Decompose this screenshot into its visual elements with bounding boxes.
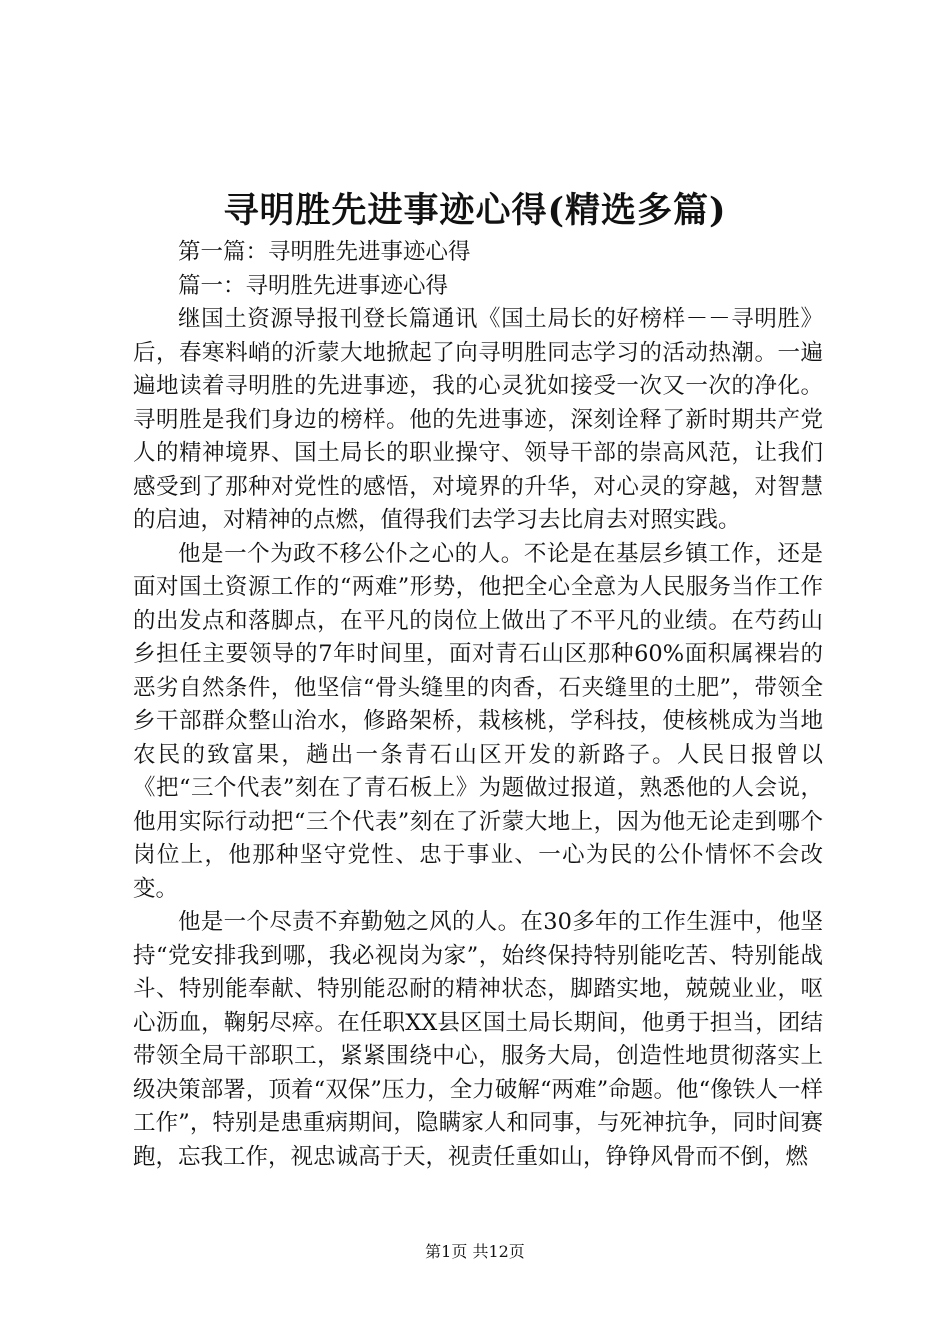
sub-heading: 篇一：寻明胜先进事迹心得	[178, 272, 449, 299]
document-body	[133, 236, 823, 1174]
section-heading: 第一篇：寻明胜先进事迹心得	[178, 239, 471, 265]
paragraph-2: 他是一个为政不移公仆之心的人。不论是在基层乡镇工作，还是面对国土资源工作的“两难”形势，他把全心全意为人民服务当作工作的出发点和落脚点，在平凡的岗位上做出了不平凡的业绩。在芍药山乡担任主要领导的7年时间里，面对青石山区那种60%面积属裸岩的恶劣自然条件，他坚信“骨头缝里的肉香，石夹缝里的土肥”，带领全乡干部群众整山治水，修路架桥，栽核桃，学科技，使核桃成为当地农民的致富果，趟出一条青石山区开发的新路子。人民日报曾以《把“三个代表”刻在了青石板上》为题做过报道，熟悉他的人会说，他用实际行动把“三个代表”刻在了沂蒙大地上，因为他无论走到哪个岗位上，他那种坚守党性、忠于事业、一心为民的公仆情怀不会改变。	[133, 540, 823, 902]
page-footer: 第1页 共12页	[425, 1242, 525, 1261]
document-title: 寻明胜先进事迹心得(精选多篇)	[223, 190, 727, 231]
paragraph-3: 他是一个尽责不弃勤勉之风的人。在30多年的工作生涯中，他坚持“党安排我到哪，我必视岗为家”，始终保持特别能吃苦、特别能战斗、特别能奉献、特别能忍耐的精神状态，脚踏实地，兢兢业业，呕心沥血，鞠躬尽瘁。在任职XX县区国土局长期间，他勇于担当，团结带领全局干部职工，紧紧围绕中心，服务大局，创造性地贯彻落实上级决策部署，顶着“双保”压力，全力破解“两难”命题。他“像铁人一样工作”，特别是患重病期间，隐瞒家人和同事，与死神抗争，同时间赛跑，忘我工作，视忠诚高于天，视责任重如山，铮铮风骨而不倒，燃	[133, 909, 823, 1170]
paragraph-1: 继国土资源导报刊登长篇通讯《国土局长的好榜样－－寻明胜》后，春寒料峭的沂蒙大地掀起了向寻明胜同志学习的活动热潮。一遍遍地读着寻明胜的先进事迹，我的心灵犹如接受一次又一次的净化。寻明胜是我们身边的榜样。他的先进事迹，深刻诠释了新时期共产党人的精神境界、国土局长的职业操守、领导干部的崇高风范，让我们感受到了那种对党性的感悟，对境界的升华，对心灵的穿越，对智慧的启迪，对精神的点燃，值得我们去学习去比肩去对照实践。	[133, 306, 823, 533]
